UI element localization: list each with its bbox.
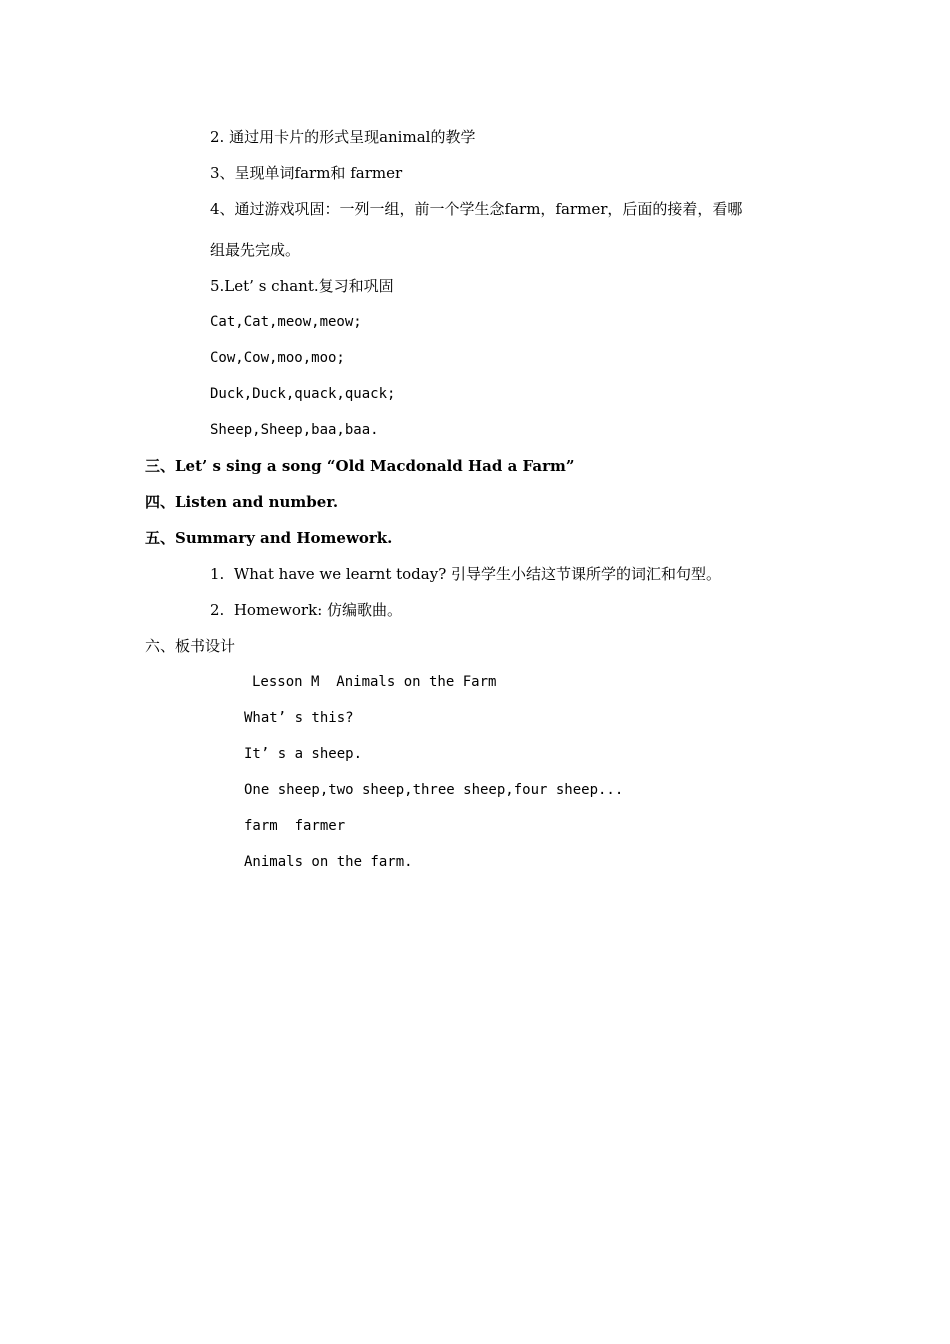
section-six-heading: 六、板书设计 [145, 637, 236, 655]
chant-line-cow: Cow,Cow,moo,moo; [210, 350, 345, 366]
board-line-animals: Animals on the farm. [244, 854, 413, 870]
step-4-line-2: 组最先完成。 [210, 241, 301, 259]
board-line-farm-farmer: farm farmer [244, 818, 346, 834]
chant-line-cat: Cat,Cat,meow,meow; [210, 314, 362, 330]
chant-line-sheep: Sheep,Sheep,baa,baa. [210, 422, 379, 438]
board-line-whats-this: What’ s this? [244, 710, 354, 726]
summary-item-1: 1. What have we learnt today? 引导学生小结这节课所学的词汇和句型。 [210, 565, 722, 583]
step-5: 5.Let’ s chant.复习和巩固 [210, 277, 394, 295]
section-three-heading: 三、Let’ s sing a song “Old Macdonald Had a Farm” [145, 457, 575, 475]
board-title: Lesson M Animals on the Farm [252, 674, 497, 690]
step-2: 2. 通过用卡片的形式呈现animal的教学 [210, 128, 476, 146]
step-3: 3、呈现单词farm和 farmer [210, 164, 403, 182]
summary-item-2: 2. Homework: 仿编歌曲。 [210, 601, 403, 619]
step-4-line-1: 4、通过游戏巩固：一列一组，前一个学生念farm，farmer，后面的接着，看哪 [210, 200, 743, 218]
board-line-its-a-sheep: It’ s a sheep. [244, 746, 363, 762]
chant-line-duck: Duck,Duck,quack,quack; [210, 386, 396, 402]
board-line-counting: One sheep,two sheep,three sheep,four sheep... [244, 782, 624, 798]
section-four-heading: 四、Listen and number. [145, 493, 339, 511]
section-five-heading: 五、Summary and Homework. [145, 529, 393, 547]
